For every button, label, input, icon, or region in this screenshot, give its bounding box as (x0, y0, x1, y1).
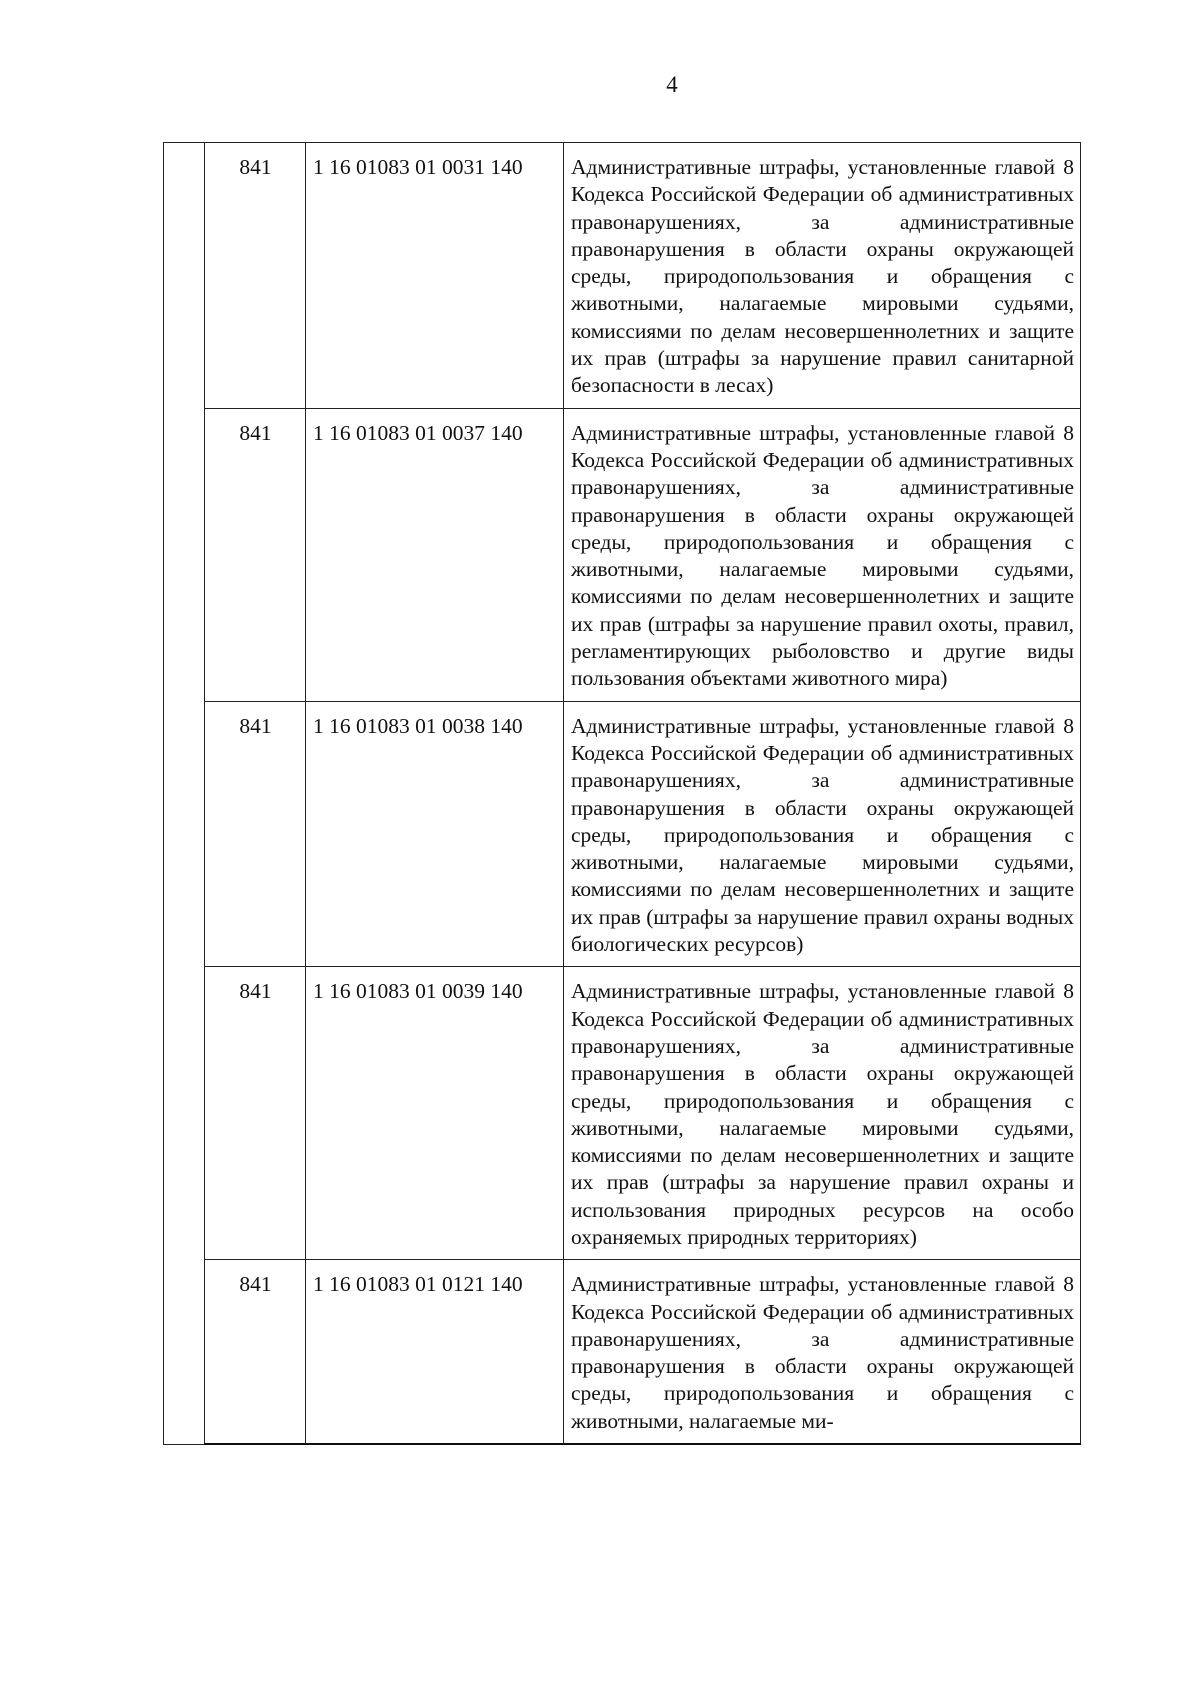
budget-classification-code-cell: 1 16 01083 01 0121 140 (306, 1260, 564, 1444)
administrator-code-cell: 841 (205, 967, 306, 1260)
income-description-cell: Административные штрафы, установленные главой 8 Кодекса Российской Федерации об административных правонарушениях, за административные правонарушения в области охраны окружающей среды, природопользования и обращения с животными, налагаемые мировыми судьями, комиссиями по делам несовершеннолетних и защите их прав (штрафы за нарушение правил санитарной безопасности в лесах) (564, 143, 1081, 409)
empty-number-column (164, 143, 205, 1445)
income-description-cell: Административные штрафы, установленные главой 8 Кодекса Российской Федерации об административных правонарушениях, за административные правонарушения в области охраны окружающей среды, природопользования и обращения с животными, налагаемые мировыми судьями, комиссиями по делам несовершеннолетних и защите их прав (штрафы за нарушение правил охоты, правил, регламентирующих рыболовство и другие виды пользования объектами животного мира) (564, 408, 1081, 701)
table-row (164, 408, 1081, 701)
administrator-code-cell: 841 (205, 143, 306, 409)
income-description-cell: Административные штрафы, установленные главой 8 Кодекса Российской Федерации об административных правонарушениях, за административные правонарушения в области охраны окружающей среды, природопользования и обращения с животными, налагаемые мировыми судьями, комиссиями по делам несовершеннолетних и защите их прав (штрафы за нарушение правил охраны и использования природных ресурсов на особо охраняемых природных территориях) (564, 967, 1081, 1260)
page-number: 4 (666, 72, 678, 97)
table-row (164, 967, 1081, 1260)
administrator-code-cell: 841 (205, 701, 306, 967)
table-row (164, 143, 1081, 409)
budget-classification-code-cell: 1 16 01083 01 0039 140 (306, 967, 564, 1260)
budget-classification-code-cell: 1 16 01083 01 0038 140 (306, 701, 564, 967)
budget-classification-code-cell: 1 16 01083 01 0037 140 (306, 408, 564, 701)
table-row (164, 701, 1081, 967)
administrator-code-cell: 841 (205, 408, 306, 701)
table-row (164, 1260, 1081, 1444)
income-description-cell: Административные штрафы, установленные главой 8 Кодекса Российской Федерации об административных правонарушениях, за административные правонарушения в области охраны окружающей среды, природопользования и обращения с животными, налагаемые ми- (564, 1260, 1081, 1444)
budget-classification-table (163, 142, 1081, 1445)
income-description-cell: Административные штрафы, установленные главой 8 Кодекса Российской Федерации об административных правонарушениях, за административные правонарушения в области охраны окружающей среды, природопользования и обращения с животными, налагаемые мировыми судьями, комиссиями по делам несовершеннолетних и защите их прав (штрафы за нарушение правил охраны водных биологических ресурсов) (564, 701, 1081, 967)
administrator-code-cell: 841 (205, 1260, 306, 1444)
budget-classification-code-cell: 1 16 01083 01 0031 140 (306, 143, 564, 409)
